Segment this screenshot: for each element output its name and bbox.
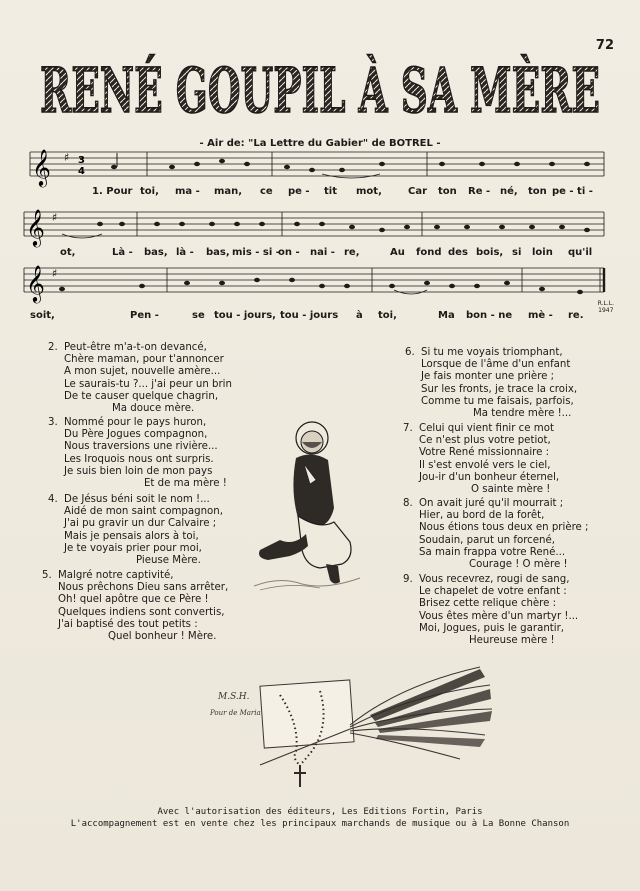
syllable: se: [192, 310, 205, 321]
title-text: RENÉ GOUPIL À SA MÈRE: [40, 54, 600, 124]
syllable: Ma: [438, 310, 455, 321]
treble-clef-icon: 𝄞: [26, 264, 45, 302]
syllable: 1. Pour: [92, 186, 133, 197]
syllable: tit: [324, 186, 337, 197]
verse-4: 4. De Jésus béni soit le nom !... Aidé de mon saint compagnon, J'ai pu gravir un dur Calvaire ; Mais je pensais alors à toi, Je te voyais prier pour moi, Pieuse Mère.: [48, 494, 223, 567]
syllable: mot,: [356, 186, 382, 197]
syllable: re,: [344, 247, 360, 258]
syllable: mis - si -: [232, 247, 280, 258]
syllable: tou - jours,: [214, 310, 276, 321]
syllable: né,: [500, 186, 518, 197]
syllable: bon - ne: [466, 310, 513, 321]
syllable: pe -: [288, 186, 310, 197]
svg-text:♯: ♯: [52, 267, 58, 280]
engraver-mark: R.L.L. 1947: [597, 300, 614, 314]
syllable: ce: [260, 186, 273, 197]
verse-7: 7. Celui qui vient finir ce mot Ce n'est plus votre petiot, Votre René missionnaire : Il s'est envolé vers le ciel, Jou-ir d'un bonheur éternel, O sainte mère !: [403, 423, 560, 496]
syllable: man,: [214, 186, 243, 197]
syllable: Là -: [112, 247, 133, 258]
syllable: on -: [278, 247, 300, 258]
syllable: toi,: [140, 186, 159, 197]
verse-9: 9. Vous recevrez, rougi de sang, Le chapelet de votre enfant : Brisez cette relique chère : Vous êtes mère d'un martyr !... Moi, Jogues, puis le garantir, Heureuse mère !: [403, 574, 579, 647]
footer-line-2: L'accompagnement est en vente chez les principaux marchands de musique ou à La Bonne Chanson: [70, 819, 570, 829]
footer-line-1: Avec l'autorisation des éditeurs, Les Editions Fortin, Paris: [157, 807, 483, 817]
tune-credit: - Air de: "La Lettre du Gabier" de BOTREL -: [199, 138, 441, 149]
staff-2-notes: [97, 222, 590, 232]
syllable: si: [512, 247, 522, 258]
kneeling-saint-illustration: [250, 418, 370, 594]
syllable: bas,: [206, 247, 230, 258]
syllable: fond: [416, 247, 442, 258]
verse-5: 5. Malgré notre captivité, Nous prêchons Dieu sans arrêter, Oh! quel apôtre que ce Père ! Quelques indiens sont convertis, J'ai baptisé des tout petits : Quel bonheur ! Mère.: [42, 570, 229, 643]
page-title: [0, 34, 640, 124]
artist-initials: M.S.H.: [218, 692, 250, 702]
treble-clef-icon: 𝄞: [32, 148, 51, 186]
verse-6: 6. Si tu me voyais triomphant, Lorsque de l'âme d'un enfant Je fais monter une prière ; Sur les fronts, je trace la croix, Comme tu me faisais, parfois, Ma tendre mère !...: [405, 347, 578, 420]
artist-note: Pour de Maria: [210, 709, 261, 717]
syllable: bois,: [476, 247, 504, 258]
syllable: Pen -: [130, 310, 159, 321]
staff-1-notes: [111, 153, 590, 172]
svg-text:3: 3: [78, 155, 85, 166]
syllable: soit,: [30, 310, 55, 321]
svg-text:♯: ♯: [64, 151, 70, 164]
syllable: Car: [408, 186, 428, 197]
syllable: ton: [438, 186, 457, 197]
page-number: 72: [595, 38, 614, 53]
svg-text:4: 4: [78, 166, 85, 177]
verse-2: 2. Peut-être m'a-t-on devancé, Chère maman, pour t'annoncer A mon sujet, nouvelle amère... Le saurais-tu ?... j'ai peur un brin De te causer quelque chagrin, Ma douce mère.: [48, 342, 232, 415]
music-staff-1: [22, 146, 614, 206]
svg-text:♯: ♯: [52, 211, 58, 224]
syllable: pe - ti -: [552, 186, 593, 197]
syllable: tou - jours: [280, 310, 339, 321]
syllable: qu'il: [568, 247, 593, 258]
syllable: là -: [176, 247, 194, 258]
syllable: ma -: [175, 186, 200, 197]
treble-clef-icon: 𝄞: [26, 208, 45, 246]
syllable: ot,: [60, 247, 76, 258]
syllable: nai -: [310, 247, 335, 258]
syllable: Re -: [468, 186, 491, 197]
credits-footer: [0, 806, 640, 830]
rosary-palm-illustration: [200, 655, 500, 790]
syllable: des: [448, 247, 468, 258]
syllable: Au: [390, 247, 405, 258]
verse-8: 8. On avait juré qu'il mourrait ; Hier, au bord de la forêt, Nous étions tous deux en prière ; Soudain, parut un forcené, Sa main frappa votre René... Courage ! O mère !: [403, 498, 589, 571]
verse-3: 3. Nommé pour le pays huron, Du Père Jogues compagnon, Nous traversions une rivière... Les Iroquois nous ont surpris. Je suis bien loin de mon pays Et de ma mère !: [48, 417, 227, 490]
syllable: loin: [532, 247, 553, 258]
syllable: re.: [568, 310, 584, 321]
syllable: à: [356, 310, 363, 321]
syllable: mè -: [528, 310, 553, 321]
syllable: bas,: [144, 247, 168, 258]
syllable: ton: [528, 186, 547, 197]
syllable: toi,: [378, 310, 397, 321]
